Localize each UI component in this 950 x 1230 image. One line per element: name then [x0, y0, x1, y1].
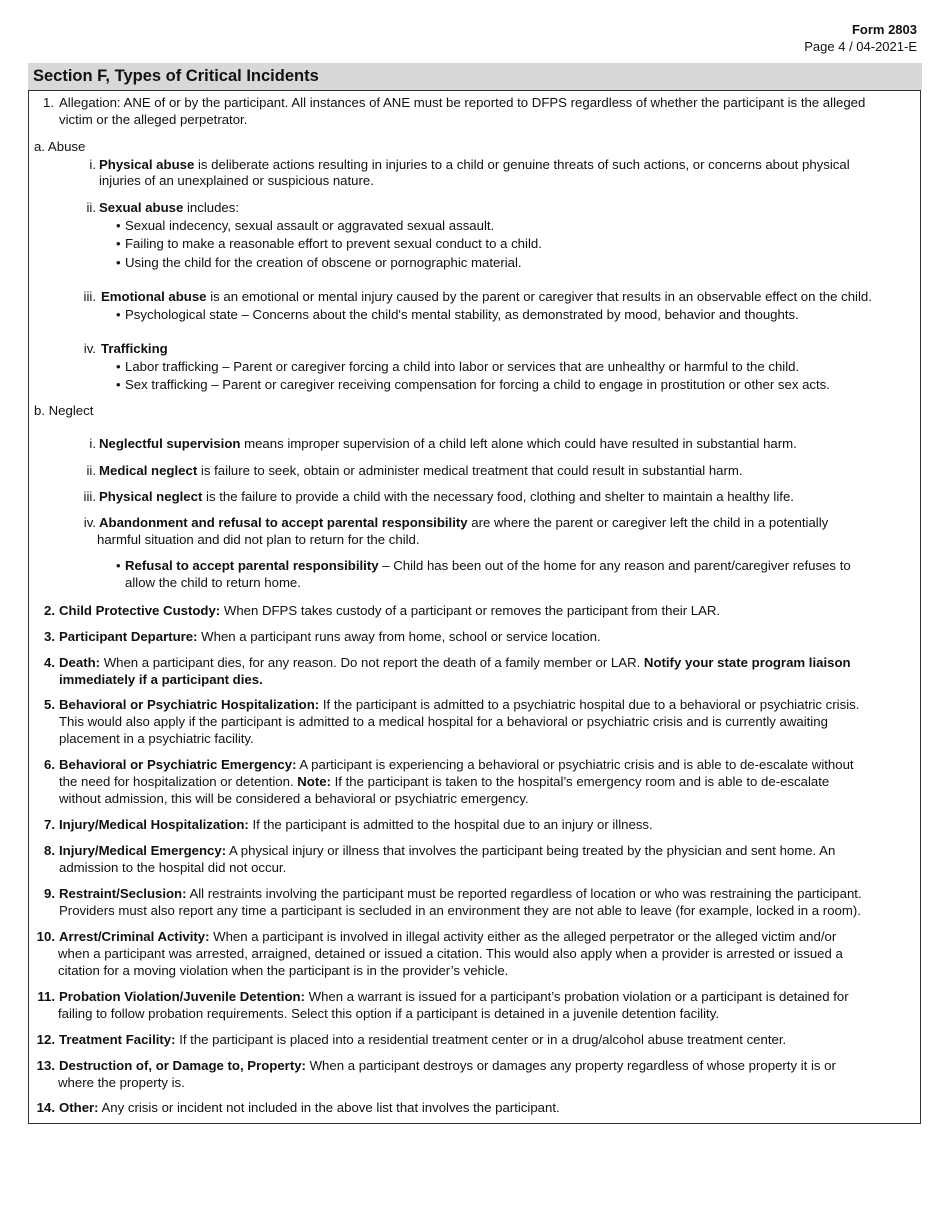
list-marker: iii. — [83, 289, 96, 304]
section-title: Section F, Types of Critical Incidents — [33, 67, 319, 85]
item-text: citation for a moving violation when the participant is in the provider’s vehicle. — [58, 963, 509, 978]
term: Physical neglect — [99, 489, 203, 504]
list-marker: i. — [89, 436, 96, 451]
item-text — [59, 774, 829, 791]
item-text: This would also apply if the participant is admitted to a medical hospital for a behavioral or psychiatric crisis and is currently awaiting — [59, 714, 828, 729]
item-number: 1. — [43, 95, 54, 110]
list-item-text — [99, 489, 794, 506]
item-text: placement in a psychiatric facility. — [59, 731, 254, 746]
list-marker: ii. — [86, 200, 96, 215]
item-number: 4. — [44, 655, 55, 670]
term: Destruction of, or Damage to, Property: — [59, 1058, 306, 1073]
bullet-icon: • — [116, 558, 121, 573]
bullet-text: Psychological state – Concerns about the child's mental stability, as demonstrated by mood, behavior and thoughts. — [125, 307, 799, 322]
item-number: 10. — [36, 929, 55, 944]
list-marker: iv. — [83, 515, 96, 530]
page-info: Page 4 / 04-2021-E — [804, 39, 917, 54]
definition: A physical injury or illness that involves the participant being treated by the physician and sent home. An — [226, 843, 836, 858]
definition: All restraints involving the participant must be reported regardless of location or who was restraining the participant. — [186, 886, 862, 901]
list-item-text — [99, 463, 743, 480]
term: Participant Departure: — [59, 629, 198, 644]
definition: If the participant is admitted to a psychiatric hospital due to a behavioral or psychiatric crisis. — [319, 697, 860, 712]
note-label: Note: — [297, 774, 331, 789]
list-item-text — [99, 436, 797, 453]
term: Abandonment and refusal to accept parental responsibility — [99, 515, 468, 530]
term: Treatment Facility: — [59, 1032, 176, 1047]
definition: When a participant destroys or damages any property regardless of whose property it is or — [305, 1058, 836, 1073]
definition: is failure to seek, obtain or administer medical treatment that could result in substantial harm. — [197, 463, 743, 478]
item-text: when a participant was arrested, arraigned, detained or issued a citation. This would also apply when a provider is arrested or issued a — [58, 946, 843, 961]
bullet-text — [125, 558, 851, 575]
definition: – Child has been out of the home for any reason and parent/caregiver refuses to — [378, 558, 851, 573]
form-header — [804, 21, 917, 55]
list-item-text — [101, 341, 168, 358]
list-item-text — [101, 289, 872, 306]
item-text: admission to the hospital did not occur. — [59, 860, 287, 875]
item-text: immediately if a participant dies. — [59, 672, 263, 687]
list-item-text: harmful situation and did not plan to return for the child. — [97, 532, 420, 547]
bullet-text: allow the child to return home. — [125, 575, 301, 590]
bullet-icon: • — [116, 307, 121, 322]
term: Restraint/Seclusion: — [59, 886, 187, 901]
list-item-text — [99, 200, 239, 217]
definition: When a warrant is issued for a participant’s probation violation or a participant is detained for — [304, 989, 849, 1004]
term: Death: — [59, 655, 101, 670]
item-number: 5. — [44, 697, 55, 712]
term: Injury/Medical Emergency: — [59, 843, 227, 858]
term: Refusal to accept parental responsibility — [125, 558, 379, 573]
bullet-icon: • — [116, 236, 121, 251]
bullet-text: Sexual indecency, sexual assault or aggravated sexual assault. — [125, 218, 495, 233]
item-text: Allegation: ANE of or by the participant. All instances of ANE must be reported to DFPS regardless of whether the participant is the alleged — [59, 95, 866, 110]
definition: is an emotional or mental injury caused by the parent or caregiver that results in an observable effect on the child. — [206, 289, 872, 304]
bullet-icon: • — [116, 359, 121, 374]
list-marker: ii. — [86, 463, 96, 478]
emphasis: Notify your state program liaison — [643, 655, 851, 670]
definition: Any crisis or incident not included in the above list that involves the participant. — [98, 1100, 560, 1115]
term: Arrest/Criminal Activity: — [59, 929, 210, 944]
item-number: 2. — [44, 603, 55, 618]
definition: is deliberate actions resulting in injuries to a child or genuine threats of such actions, or concerns about physical — [194, 157, 850, 172]
bullet-text: Using the child for the creation of obscene or pornographic material. — [125, 255, 522, 270]
term: Medical neglect — [99, 463, 198, 478]
definition: If the participant is taken to the hospital’s emergency room and is able to de-escalate — [330, 774, 830, 789]
definition: If the participant is placed into a residential treatment center or in a drug/alcohol abuse treatment center. — [175, 1032, 787, 1047]
item-number: 9. — [44, 886, 55, 901]
item-number: 11. — [37, 989, 55, 1004]
item-text — [59, 629, 601, 646]
term: Probation Violation/Juvenile Detention: — [59, 989, 305, 1004]
item-text — [59, 757, 854, 774]
item-number: 14. — [36, 1100, 55, 1115]
item-text — [59, 843, 835, 860]
definition: the need for hospitalization or detention. — [59, 774, 298, 789]
definition: When a participant runs away from home, school or service location. — [197, 629, 601, 644]
item-number: 8. — [44, 843, 55, 858]
term: Behavioral or Psychiatric Emergency: — [59, 757, 297, 772]
bullet-text: Labor trafficking – Parent or caregiver forcing a child into labor or services that are unhealthy or harmful to the child. — [125, 359, 800, 374]
bullet-icon: • — [116, 377, 121, 392]
item-text — [59, 1032, 786, 1049]
item-number: 3. — [44, 629, 55, 644]
list-marker: i. — [89, 157, 96, 172]
definition: A participant is experiencing a behavioral or psychiatric crisis and is able to de-escalate without — [296, 757, 854, 772]
list-item-text — [99, 515, 828, 532]
bullet-text: Sex trafficking – Parent or caregiver receiving compensation for forcing a child to engage in prostitution or other sex acts. — [125, 377, 830, 392]
item-number: 6. — [44, 757, 55, 772]
definition: means improper supervision of a child left alone which could have resulted in substantial harm. — [240, 436, 797, 451]
definition: When DFPS takes custody of a participant or removes the participant from their LAR. — [220, 603, 721, 618]
definition: If the participant is admitted to the hospital due to an injury or illness. — [248, 817, 653, 832]
term: Injury/Medical Hospitalization: — [59, 817, 249, 832]
item-text — [59, 1058, 836, 1075]
item-text: without admission, this will be considered a behavioral or psychiatric emergency. — [59, 791, 529, 806]
term: Emotional abuse — [101, 289, 207, 304]
item-text — [59, 603, 720, 620]
term: Behavioral or Psychiatric Hospitalization: — [59, 697, 320, 712]
item-text — [59, 1100, 560, 1117]
definition: When a participant is involved in illegal activity either as the alleged perpetrator or the alleged victim and/or — [209, 929, 837, 944]
list-item-text: injuries of an unexplained or suspicious nature. — [99, 173, 374, 188]
item-text: victim or the alleged perpetrator. — [59, 112, 248, 127]
list-marker: iv. — [83, 341, 96, 356]
definition: are where the parent or caregiver left the child in a potentially — [467, 515, 829, 530]
section-header — [28, 63, 922, 90]
item-text: failing to follow probation requirements. Select this option if a participant is detained in a juvenile detention facility. — [58, 1006, 719, 1021]
item-text — [59, 697, 859, 714]
term: Other: — [59, 1100, 99, 1115]
item-number: 7. — [44, 817, 55, 832]
bullet-icon: • — [116, 255, 121, 270]
item-number: 12. — [36, 1032, 55, 1047]
item-text — [59, 817, 653, 834]
item-text — [59, 989, 849, 1006]
subsection-label: b. Neglect — [34, 403, 94, 418]
term: Trafficking — [101, 341, 168, 356]
term: Child Protective Custody: — [59, 603, 221, 618]
form-number: Form 2803 — [851, 22, 917, 37]
item-text: Providers must also report any time a participant is secluded in an environment they are not able to leave (for example, locked in a room). — [59, 903, 861, 918]
item-number: 13. — [36, 1058, 55, 1073]
item-text: where the property is. — [58, 1075, 185, 1090]
subsection-label: a. Abuse — [34, 139, 86, 154]
item-text — [59, 929, 836, 946]
list-marker: iii. — [83, 489, 96, 504]
bullet-icon: • — [116, 218, 121, 233]
term: Neglectful supervision — [99, 436, 241, 451]
definition: is the failure to provide a child with the necessary food, clothing and shelter to maintain a healthy life. — [202, 489, 794, 504]
term: Sexual abuse — [99, 200, 184, 215]
list-item-text — [99, 157, 850, 174]
definition: includes: — [183, 200, 240, 215]
item-text — [59, 655, 851, 672]
bullet-text: Failing to make a reasonable effort to prevent sexual conduct to a child. — [125, 236, 542, 251]
definition: When a participant dies, for any reason. Do not report the death of a family member or LAR. — [100, 655, 644, 670]
term: Physical abuse — [99, 157, 195, 172]
item-text — [59, 886, 862, 903]
